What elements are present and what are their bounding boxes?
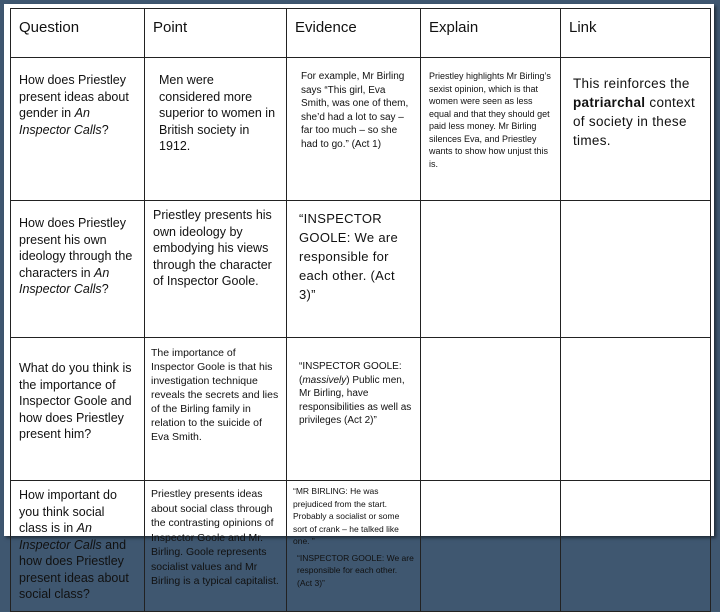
table-row [11, 201, 711, 338]
explain-cell [421, 481, 561, 612]
explain-cell: Priestley highlights Mr Birling’s sexist opinion, which is that women were seen as less equal and that they should get paid less money. Mr Birling silences Eva, and Priestley wants to show how unjust this is. [421, 58, 561, 201]
evidence-quote-birling: “MR BIRLING: He was prejudiced from the start. Probably a socialist or some sort of crank – he talked like one. ” [293, 486, 400, 546]
point-cell: Priestley presents his own ideology by embodying his views through the character of Inspector Goole. [145, 201, 287, 338]
peel-table [10, 8, 711, 612]
evidence-cell: “INSPECTOR GOOLE: We are responsible for each other. (Act 3)” [287, 201, 421, 338]
evidence-cell [287, 481, 421, 612]
link-cell: This reinforces the patriarchal context of society in these times. [561, 58, 711, 201]
evidence-cell: For example, Mr Birling says “This girl, Eva Smith, was one of them, she’d had a lot to say – far too much – so she had to go.” (Act 1) [287, 58, 421, 201]
question-cell: How does Priestley present ideas about gender in An Inspector Calls? [11, 58, 145, 201]
link-cell [561, 201, 711, 338]
table-row [11, 58, 711, 201]
header-evidence: Evidence [287, 9, 421, 58]
play-title: An Inspector Calls [19, 106, 102, 137]
table-row [11, 481, 711, 612]
key-term: patriarchal [573, 95, 646, 110]
explain-cell [421, 338, 561, 481]
link-cell [561, 481, 711, 612]
evidence-quote-goole: “INSPECTOR GOOLE: We are responsible for each other. (Act 3)” [297, 552, 414, 588]
point-cell: Priestley presents ideas about social class through the contrasting opinions of Inspector Goole and Mr. Birling. Goole represents socialist values and Mr Birling is a typical capitalist. [145, 481, 287, 612]
evidence-cell: “INSPECTOR GOOLE: (massively) Public men, Mr Birling, have responsibilities as well as privileges (Act 2)” [287, 338, 421, 481]
point-cell: Men were considered more superior to women in British society in 1912. [145, 58, 287, 201]
question-cell: How important do you think social class is in An Inspector Calls and how does Priestley present ideas about social class? [11, 481, 145, 612]
question-cell: How does Priestley present his own ideology through the characters in An Inspector Calls? [11, 201, 145, 338]
worksheet-page [4, 4, 714, 601]
header-link: Link [561, 9, 711, 58]
point-cell: The importance of Inspector Goole is that his investigation technique reveals the secrets and lies of the Birling family in relation to the suicide of Eva Smith. [145, 338, 287, 481]
link-cell [561, 338, 711, 481]
table-row [11, 338, 711, 481]
header-row [11, 9, 711, 58]
play-title: An Inspector Calls [19, 521, 102, 552]
header-point: Point [145, 9, 287, 58]
header-explain: Explain [421, 9, 561, 58]
header-question: Question [11, 9, 145, 58]
explain-cell [421, 201, 561, 338]
play-title: An Inspector Calls [19, 265, 110, 296]
question-cell: What do you think is the importance of Inspector Goole and how does Priestley present him? [11, 338, 145, 481]
